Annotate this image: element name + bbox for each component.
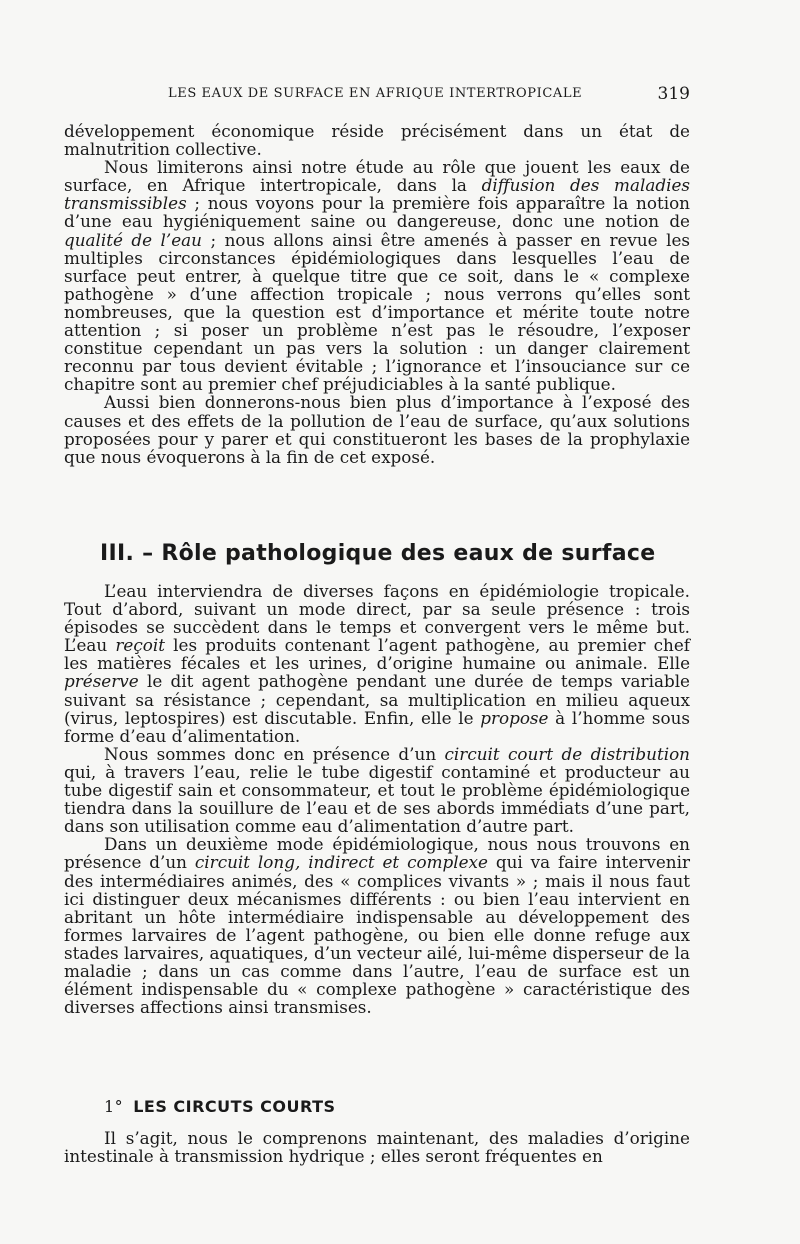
paragraph: Dans un deuxième mode épidémiologique, nous nous trouvons en présence d’un circuit long, indirect et complexe qui va faire intervenir des intermédiaires animés, des « complices vivants » ; mais il nous faut ici distinguer deux mécanismes différents : ou bien l’eau intervient en abritant un hôte intermédiaire indispensable au développement des formes larvaires de l’agent pathogène, ou bien elle donne refuge aux stades larvaires, aquatiques, d’un vecteur ailé, lui-même disperseur de la maladie ; dans un cas comme dans l’autre, l’eau de surface est un élément indispensable du « complexe pathogène » caractéristique des diverses affections ainsi transmises. — [64, 834, 690, 1018]
paragraph: Nous limiterons ainsi notre étude au rôle que jouent les eaux de surface, en Afrique intertropicale, dans la diffusion des maladies transmissibles ; nous voyons pour la première fois apparaître la notion d’une eau hygiéniquement saine ou dangereuse, donc une notion de qualité de l’eau ; nous allons ainsi être amenés à passer en revue les multiples circonstances épidémiologiques dans lesquelles l’eau de surface peut entrer, à quelque titre que ce soit, dans le « complexe pathogène » d’une affection tropicale ; nous verrons qu’elles sont nombreuses, que la question est d’importance et mérite toute notre attention ; si poser un problème n’est pas le résoudre, l’exposer constitue cependant un pas vers la solution : un danger clairement reconnu par tous devient évitable ; l’ignorance et l’insouciance sur ce chapitre sont au premier chef préjudiciables à la santé publique. — [64, 157, 690, 395]
section-text — [64, 582, 690, 1016]
paragraph: L’eau interviendra de diverses façons en épidémiologie tropicale. Tout d’abord, suivant un mode direct, par sa seule présence : trois épisodes se succèdent dans le temps et convergent vers le même but. L’eau reçoit les produits contenant l’agent pathogène, au premier chef les matières fécales et les urines, d’origine humaine ou animale. Elle préserve le dit agent pathogène pendant une durée de temps variable suivant sa résistance ; cependant, sa multiplication en milieu aqueux (virus, leptospires) est discutable. Enfin, elle le propose à l’homme sous forme d’eau d’alimentation. — [64, 581, 691, 746]
page-header — [168, 84, 690, 108]
running-title: LES EAUX DE SURFACE EN AFRIQUE INTERTROPICALE — [168, 86, 583, 101]
section-heading: III. – Rôle pathologique des eaux de surface — [100, 541, 656, 566]
intro-text — [64, 122, 690, 466]
subsection-text — [64, 1129, 690, 1165]
paragraph: Aussi bien donnerons-nous bien plus d’importance à l’exposé des causes et des effets de la pollution de l’eau de surface, qu’aux solutions proposées pour y parer et qui constitueront les bases de la prophylaxie que nous évoquerons à la fin de cet exposé. — [64, 392, 690, 467]
paragraph: Il s’agit, nous le comprenons maintenant, des maladies d’origine intestinale à transmission hydrique ; elles seront fréquentes en — [64, 1128, 690, 1167]
page-number: 319 — [657, 84, 690, 104]
subsection-heading — [104, 1097, 604, 1116]
subsection-number: 1° — [104, 1097, 124, 1116]
subsection-title: LES CIRCUTS COURTS — [133, 1097, 336, 1116]
paragraph: développement économique réside précisément dans un état de malnutrition collective. — [64, 121, 690, 160]
paragraph: Nous sommes donc en présence d’un circuit court de distribution qui, à travers l’eau, relie le tube digestif contaminé et producteur au tube digestif sain et consommateur, et tout le problème épidémiologique tiendra dans la souillure de l’eau et de ses abords immédiats d’une part, dans son utilisation comme eau d’alimentation d’autre part. — [64, 743, 690, 837]
